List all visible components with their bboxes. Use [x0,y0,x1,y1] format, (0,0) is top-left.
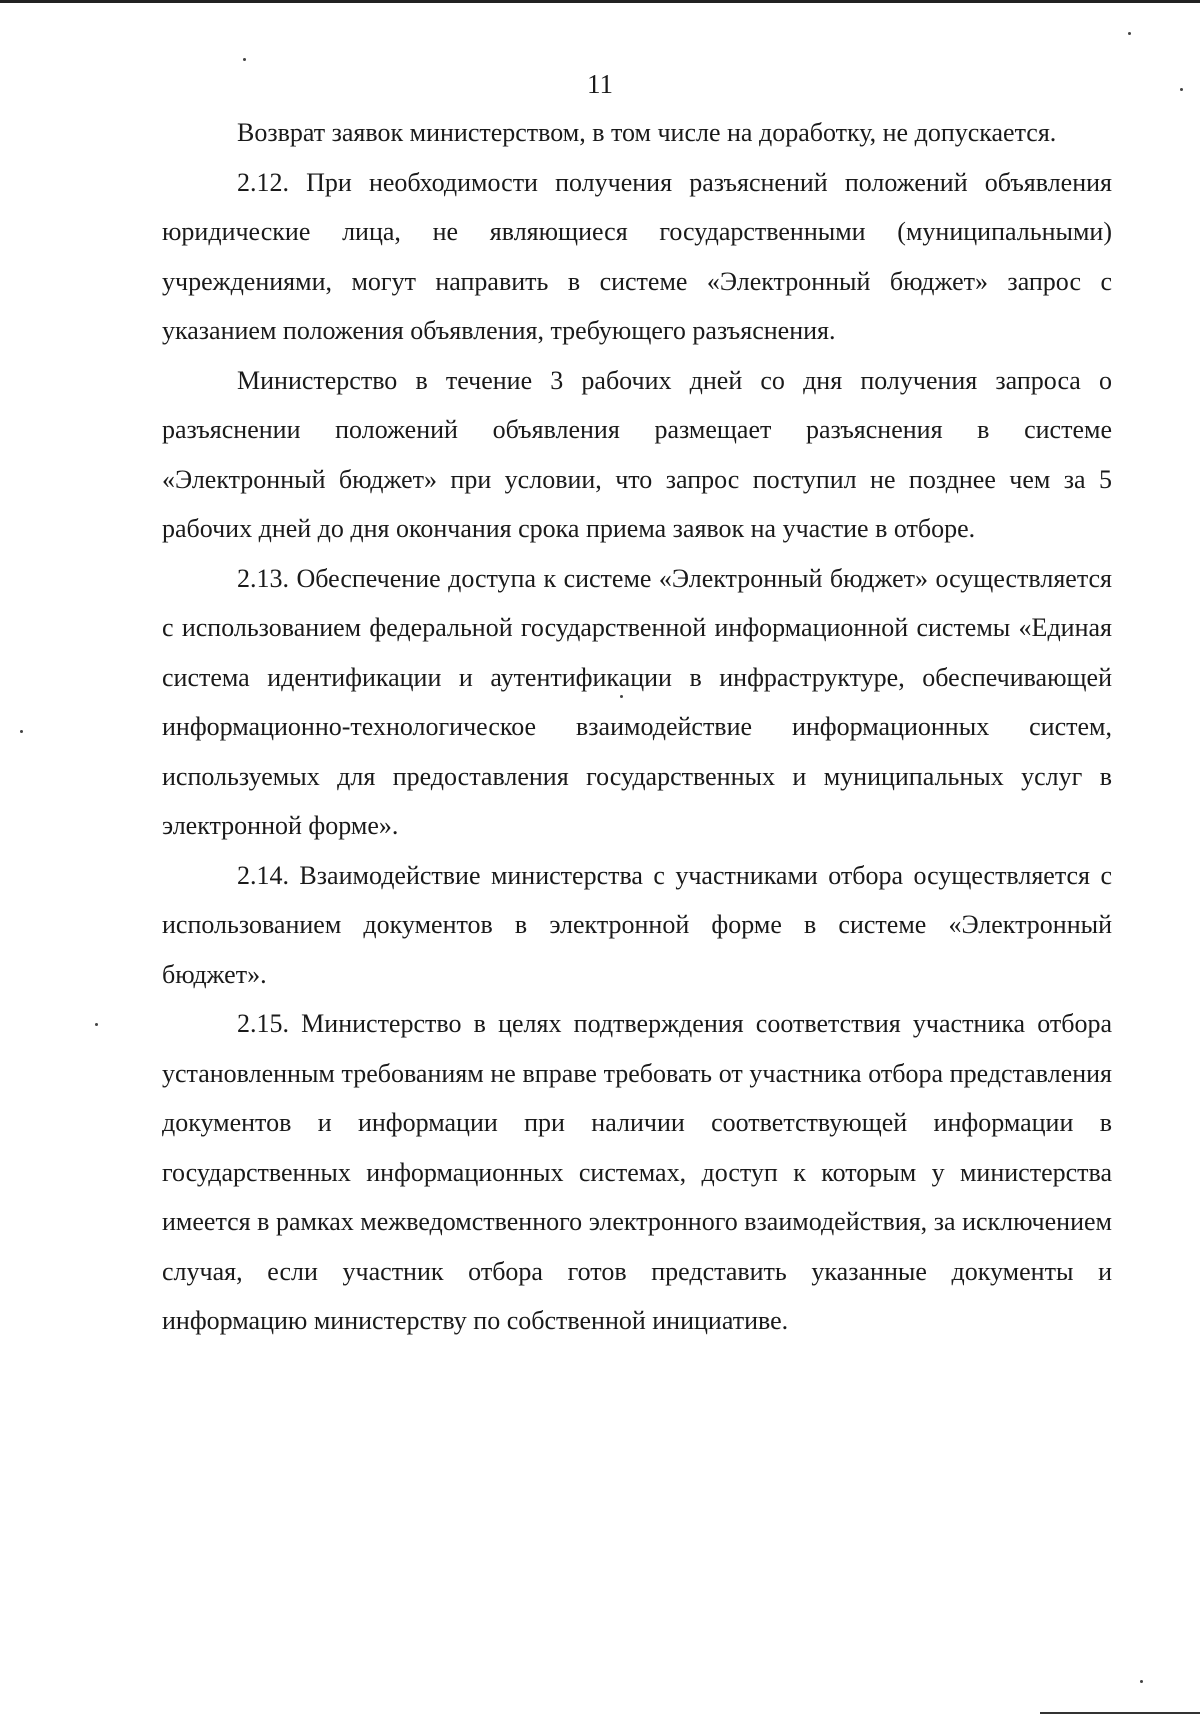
document-body [162,108,1112,1346]
scan-speck [1128,32,1131,35]
top-scan-rule [0,0,1200,3]
page-number: 11 [587,69,613,99]
scan-speck [1180,88,1183,91]
paragraph-2-12: 2.12. При необходимости получения разъяснений положений объявления юридические лица, не являющиеся государственными (муниципальными) учреждениями, могут направить в системе «Электронный бюджет» запрос с указанием положения объявления, требующего разъяснения. [162,167,1112,345]
scan-speck [95,1023,98,1026]
scan-speck [620,695,623,698]
scan-speck [20,730,23,733]
paragraph-2-14: 2.14. Взаимодействие министерства с участниками отбора осуществляется с использованием документов в электронной форме в системе «Электронный бюджет». [162,860,1112,989]
scan-speck [243,58,246,61]
scan-speck [1140,1680,1143,1683]
paragraph-clarification-timing: Министерство в течение 3 рабочих дней со дня получения запроса о разъяснении положений объявления размещает разъяснения в системе «Электронный бюджет» при условии, что запрос поступил не позднее чем за 5 рабочих дней до дня окончания срока приема заявок на участие в отборе. [162,365,1112,543]
paragraph-return-of-applications: Возврат заявок министерством, в том числе на доработку, не допускается. [237,118,1057,147]
paragraph-2-15: 2.15. Министерство в целях подтверждения соответствия участника отбора установленным требованиям не вправе требовать от участника отбора представления документов и информации при наличии соответствующей информации в государственных информационных системах, доступ к которым у министерства имеется в рамках межведомственного электронного взаимодействия, за исключением случая, если участник отбора готов представить указанные документы и информацию министерству по собственной инициативе. [162,1009,1112,1335]
paragraph-2-13: 2.13. Обеспечение доступа к системе «Электронный бюджет» осуществляется с использованием федеральной государственной информационной системы «Единая система идентификации и аутентификации в инфраструктуре, обеспечивающей информационно-технологическое взаимодействие информационных систем, используемых для предоставления государственных и муниципальных услуг в электронной форме». [162,563,1112,840]
